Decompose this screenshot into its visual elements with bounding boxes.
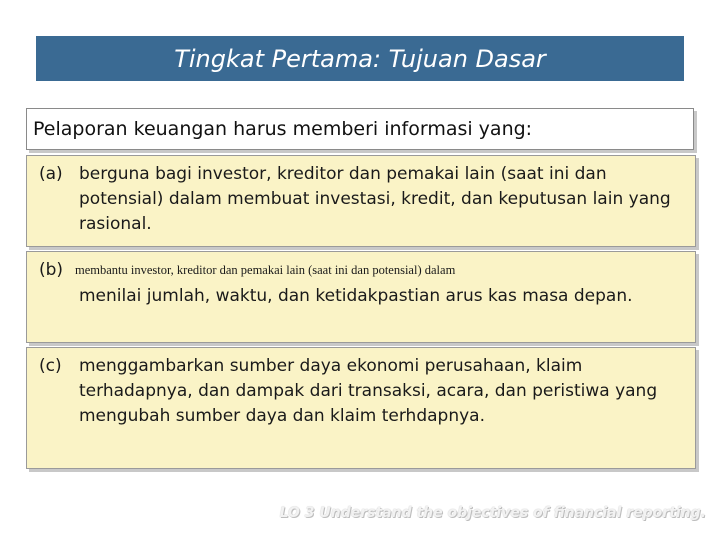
item-lead-text: membantu investor, kreditor dan pemakai lain (saat ini dan potensial) dalam	[75, 263, 456, 277]
item-text: berguna bagi investor, kreditor dan pemakai lain (saat ini dan potensial) dalam membuat investasi, kredit, dan keputusan lain yang rasional.	[79, 164, 671, 234]
learning-objective-footer: LO 3 Understand the objectives of financial reporting.	[279, 505, 706, 521]
item-text: menilai jumlah, waktu, dan ketidakpastian arus kas masa depan.	[79, 286, 633, 306]
title-banner	[36, 36, 684, 81]
item-marker: (c)	[39, 356, 62, 376]
item-text: menggambarkan sumber daya ekonomi perusahaan, klaim terhadapnya, dan dampak dari transaksi, acara, dan peristiwa yang mengubah sumber daya dan klaim terhdapnya.	[79, 356, 658, 426]
objective-item-a	[26, 155, 696, 247]
item-marker: (a)	[39, 164, 63, 184]
intro-text: Pelaporan keuangan harus memberi informasi yang:	[33, 118, 533, 140]
objective-item-b	[26, 251, 696, 343]
intro-box	[26, 108, 694, 150]
objective-item-c	[26, 347, 696, 469]
slide-title: Tingkat Pertama: Tujuan Dasar	[174, 44, 546, 73]
item-marker: (b)	[39, 260, 64, 280]
